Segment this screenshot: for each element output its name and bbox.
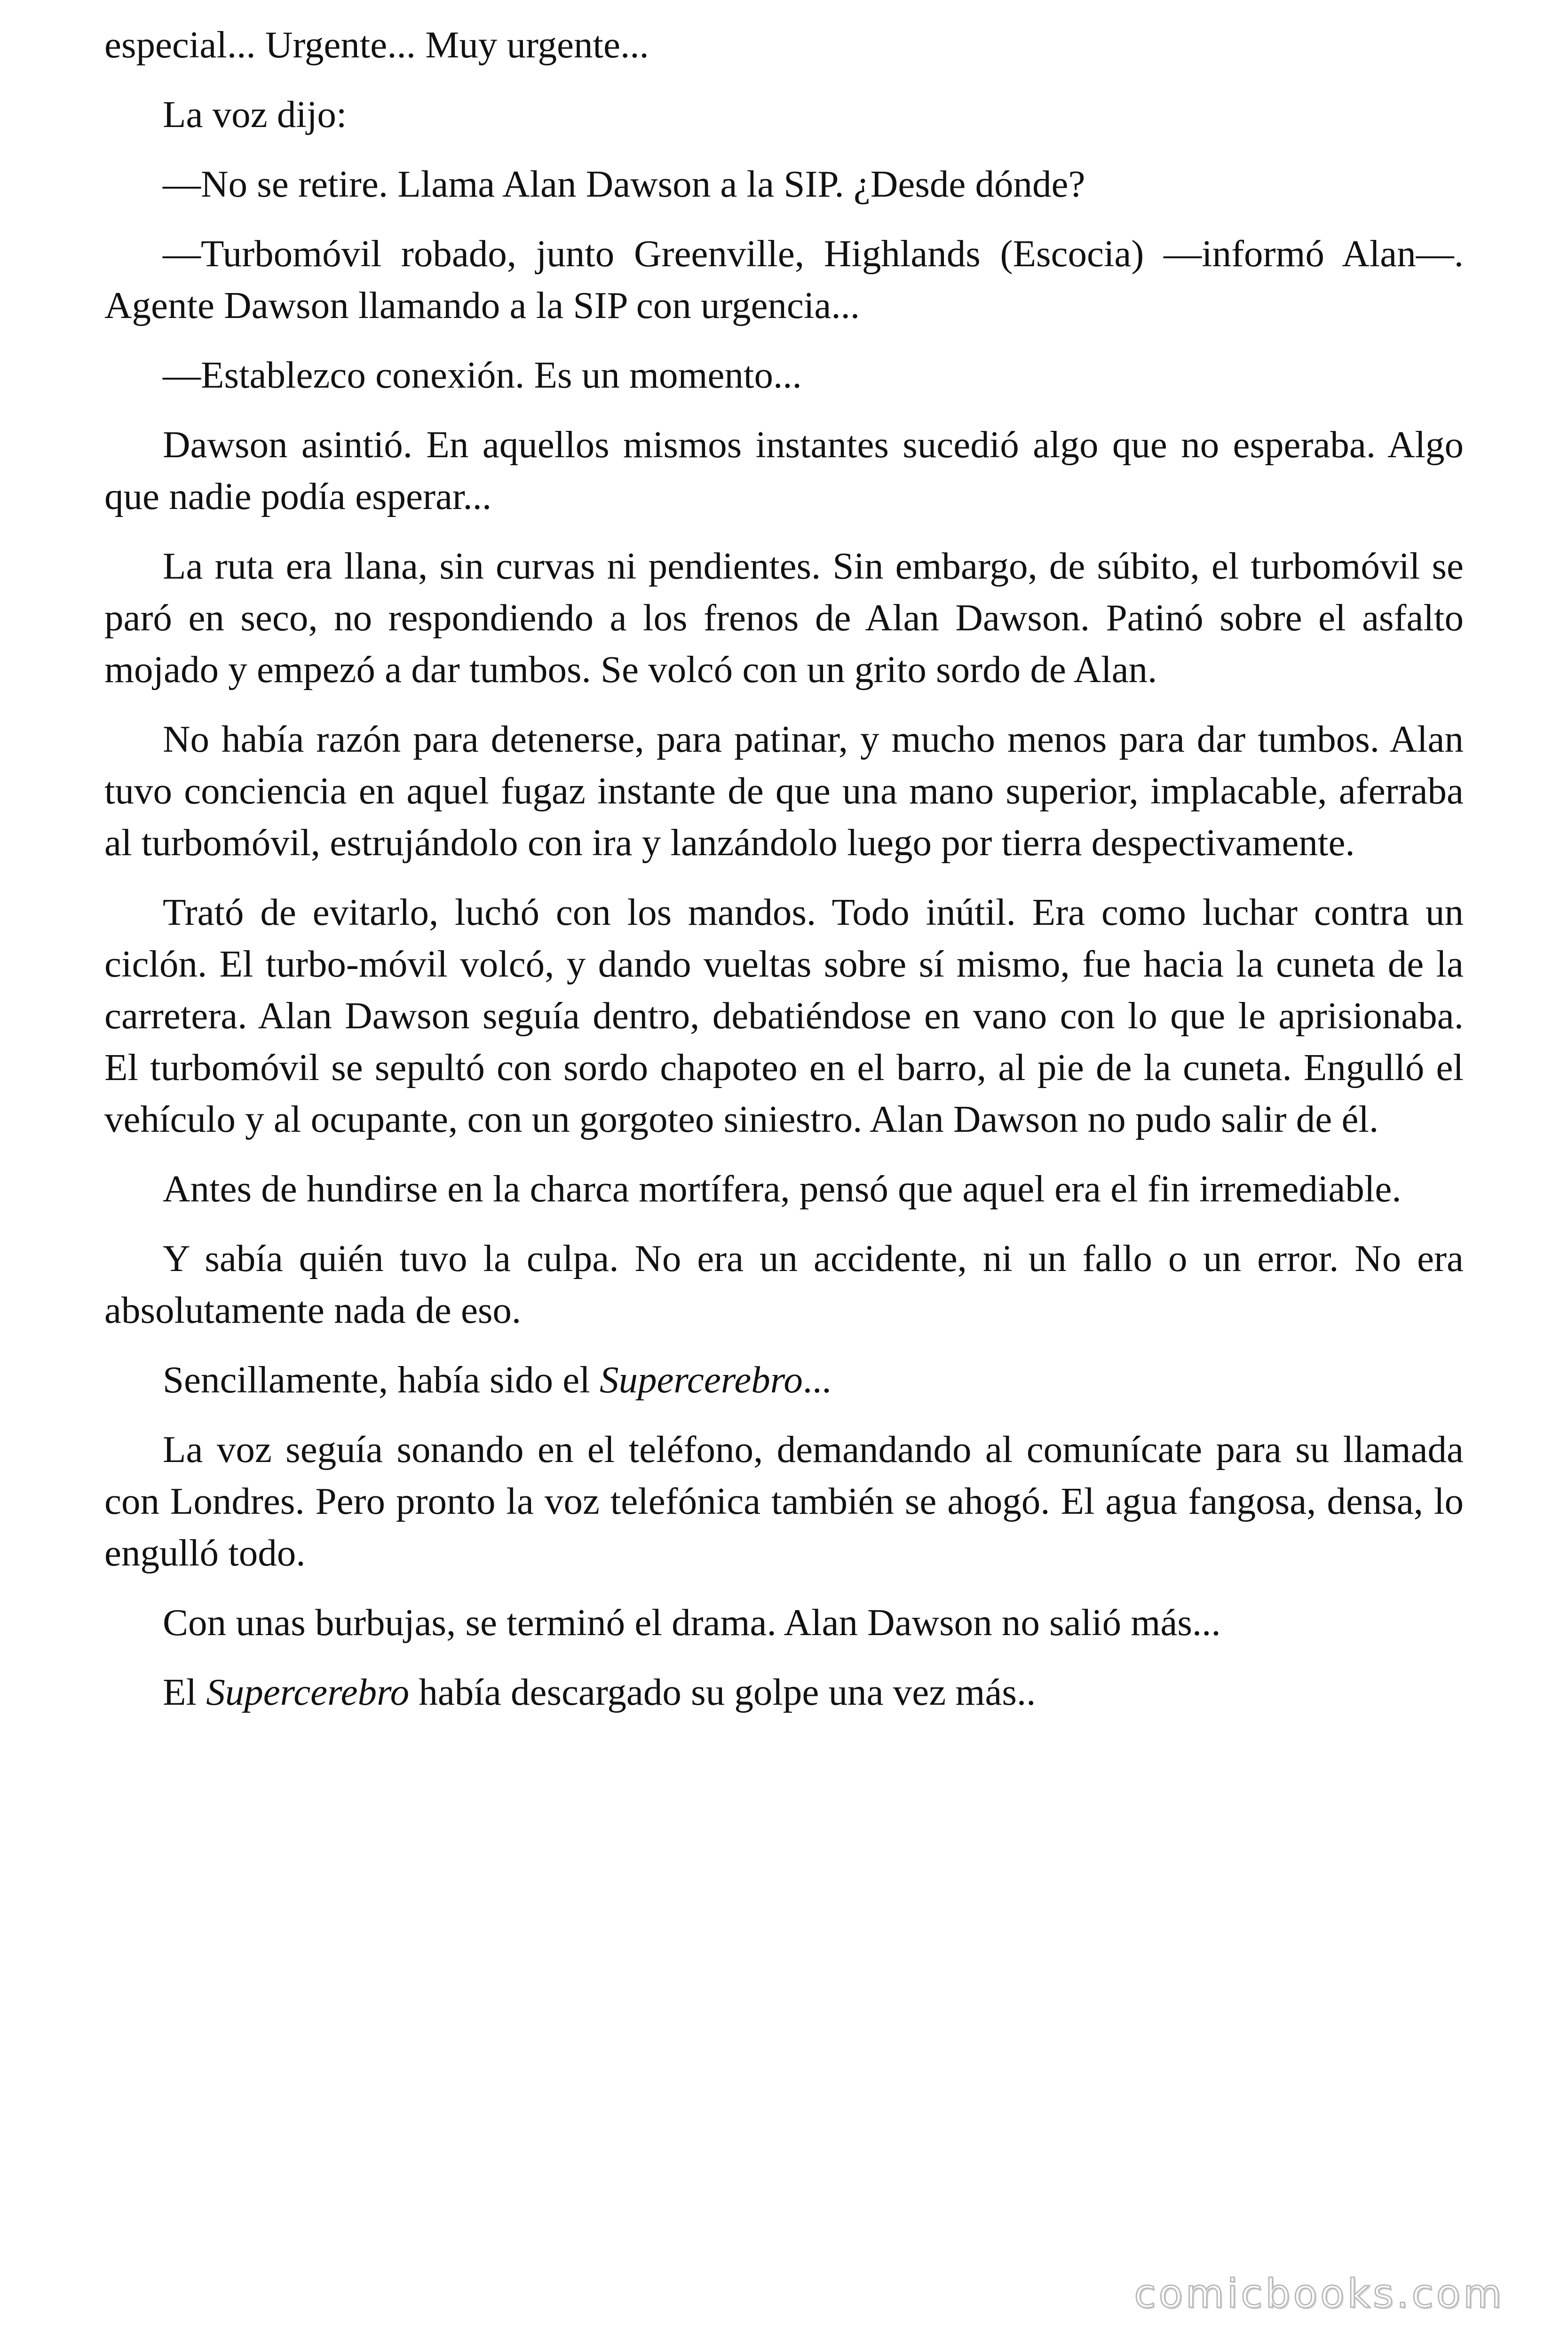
- paragraph: [104, 349, 1464, 401]
- paragraph: [104, 886, 1464, 1145]
- paragraph: [104, 419, 1464, 522]
- paragraph: [104, 19, 1464, 71]
- italic-title: Supercerebro: [206, 1671, 410, 1713]
- page-body: [104, 19, 1464, 1736]
- paragraph-text: —No se retire. Llama Alan Dawson a la SIP. ¿Desde dónde?: [163, 163, 1085, 205]
- paragraph-text: Sencillamente, había sido el: [163, 1359, 600, 1401]
- paragraph: [104, 540, 1464, 695]
- paragraph-text: especial... Urgente... Muy urgente...: [104, 24, 649, 66]
- paragraph-text: Antes de hundirse en la charca mortífera, pensó que aquel era el fin irremediable.: [163, 1168, 1402, 1210]
- paragraph: [104, 1232, 1464, 1336]
- paragraph: [104, 88, 1464, 140]
- paragraph-text: había descargado su golpe una vez más..: [409, 1671, 1036, 1713]
- paragraph-text: Con unas burbujas, se terminó el drama. Alan Dawson no salió más...: [163, 1601, 1221, 1644]
- paragraph-text: ...: [802, 1359, 832, 1401]
- paragraph: [104, 228, 1464, 331]
- paragraph-text: No había razón para detenerse, para patinar, y mucho menos para dar tumbos. Alan tuvo conciencia en aquel fugaz instante de que una mano superior, implacable, aferraba al turbomóvil, estrujándolo con ira y lanzándolo luego por tierra despectivamente.: [104, 718, 1464, 864]
- paragraph-text: Trató de evitarlo, luchó con los mandos. Todo inútil. Era como luchar contra un ciclón. El turbo-móvil volcó, y dando vueltas sobre sí mismo, fue hacia la cuneta de la carretera. Alan Dawson seguía dentro, debatiéndose en vano con lo que le aprisionaba. El turbomóvil se sepultó con sordo chapoteo en el barro, al pie de la cuneta. Engulló el vehículo y al ocupante, con un gorgoteo siniestro. Alan Dawson no pudo salir de él.: [104, 891, 1464, 1140]
- paragraph-text: La voz seguía sonando en el teléfono, demandando al comunícate para su llamada con Londres. Pero pronto la voz telefónica también se ahogó. El agua fangosa, densa, lo engulló todo.: [104, 1428, 1464, 1574]
- italic-title: Supercerebro: [599, 1359, 803, 1401]
- paragraph: [104, 1597, 1464, 1648]
- paragraph-text: La ruta era llana, sin curvas ni pendientes. Sin embargo, de súbito, el turbomóvil se paró en seco, no respondiendo a los frenos de Alan Dawson. Patinó sobre el asfalto mojado y empezó a dar tumbos. Se volcó con un grito sordo de Alan.: [104, 545, 1464, 691]
- paragraph-text: La voz dijo:: [163, 93, 347, 135]
- paragraph-text: Dawson asintió. En aquellos mismos instantes sucedió algo que no esperaba. Algo que nadie podía esperar...: [104, 423, 1464, 517]
- paragraph: [104, 713, 1464, 868]
- paragraph: [104, 1354, 1464, 1406]
- paragraph: [104, 1423, 1464, 1579]
- watermark: comicbooks.com: [1134, 2271, 1505, 2317]
- paragraph-text: Y sabía quién tuvo la culpa. No era un accidente, ni un fallo o un error. No era absolutamente nada de eso.: [104, 1237, 1464, 1331]
- paragraph: [104, 158, 1464, 210]
- paragraph-text: El: [163, 1671, 206, 1713]
- paragraph-text: —Establezco conexión. Es un momento...: [163, 354, 802, 396]
- paragraph-text: —Turbomóvil robado, junto Greenville, Highlands (Escocia) —informó Alan—. Agente Dawson llamando a la SIP con urgencia...: [104, 232, 1464, 326]
- paragraph: [104, 1163, 1464, 1215]
- paragraph: [104, 1666, 1464, 1718]
